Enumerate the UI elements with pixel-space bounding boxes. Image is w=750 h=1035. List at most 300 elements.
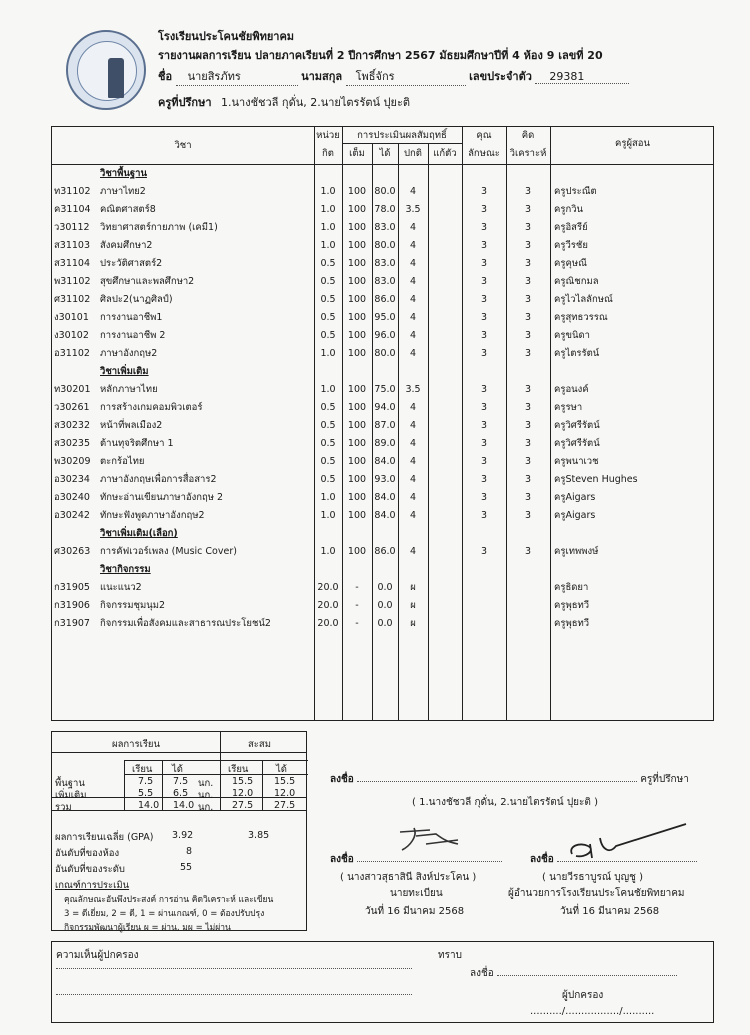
cell-name: การงานอาชีพ1 xyxy=(100,312,163,323)
cell-fix xyxy=(428,237,462,255)
table-row xyxy=(52,471,713,489)
cell-grade: 4 xyxy=(409,474,417,485)
table-row xyxy=(52,327,713,345)
surname-label: นามสกุล xyxy=(301,70,343,83)
cell-grade: 4 xyxy=(409,240,417,251)
cell-teacher: ครูอนงค์ xyxy=(554,384,589,395)
cell-unit: 0.5 xyxy=(320,402,336,413)
cell-fix xyxy=(428,183,462,201)
cell-teacher: ครูไวไลลักษณ์ xyxy=(554,294,613,305)
summary-table xyxy=(51,731,307,931)
cell-fix xyxy=(428,327,462,345)
cell-think: 3 xyxy=(524,222,532,233)
gpa-acc: 3.85 xyxy=(248,830,270,841)
divider xyxy=(124,760,125,810)
cell-got: 84.0 xyxy=(374,492,396,503)
cell-full: 100 xyxy=(347,276,367,287)
table-row xyxy=(52,273,713,291)
cell-unit: 1.0 xyxy=(320,492,336,503)
cell-full: 100 xyxy=(347,546,367,557)
table-row xyxy=(52,489,713,507)
cell-code: อ30240 xyxy=(54,492,90,503)
cell-got: 83.0 xyxy=(374,276,396,287)
cell-code: ศ30263 xyxy=(54,546,91,557)
summary-acc-enrolled: 27.5 xyxy=(232,800,254,811)
criteria-line-1: คุณลักษณะอันพึงประสงค์ การอ่าน คิดวิเคราะห์ และเขียน xyxy=(64,895,274,905)
table-row xyxy=(52,183,713,201)
cell-teacher: ครูคุษณี xyxy=(554,258,587,269)
cell-grade: ผ xyxy=(410,582,416,593)
cell-name: แนะแนว2 xyxy=(100,582,142,593)
cell-got: 86.0 xyxy=(374,546,396,557)
advisor-names: ( 1.นางชัชวลี กุดั่น, 2.นายไตรรัตน์ ปุยะติ ) xyxy=(412,797,598,808)
ack-label: ทราบ xyxy=(438,950,462,961)
report-title: รายงานผลการเรียน ปลายภาคเรียนที่ 2 ปีการศึกษา 2567 มัธยมศึกษาปีที่ 4 ห้อง 9 เลขที่ 20 xyxy=(158,49,603,62)
cell-teacher: ครูกวิน xyxy=(554,204,584,215)
cell-unit: 1.0 xyxy=(320,186,336,197)
section-title: วิชาเพิ่มเติม(เลือก) xyxy=(100,528,178,539)
cell-grade: 4 xyxy=(409,348,417,359)
cell-code: ค31104 xyxy=(54,204,91,215)
cell-teacher: ครูรษา xyxy=(554,402,583,413)
cell-fix xyxy=(428,543,462,561)
table-row xyxy=(52,255,713,273)
cell-unit: 1.0 xyxy=(320,510,336,521)
cell-full: 100 xyxy=(347,492,367,503)
header-unit-2: กิต xyxy=(322,148,334,159)
cell-code: ก31905 xyxy=(54,582,90,593)
section-title: วิชากิจกรรม xyxy=(100,564,151,575)
col-acc-earned: ได้ xyxy=(276,764,287,775)
cell-unit: 1.0 xyxy=(320,204,336,215)
header-got: ได้ xyxy=(379,148,391,159)
rank-level-value: 55 xyxy=(180,862,193,873)
cell-code: ว30112 xyxy=(54,222,90,233)
cell-code: พ30209 xyxy=(54,456,91,467)
cell-got: 83.0 xyxy=(374,222,396,233)
cell-teacher: ครูณิชกมล xyxy=(554,276,599,287)
header-eval: การประเมินผลสัมฤทธิ์ xyxy=(357,130,447,141)
cell-teacher: ครูวิศรีรัตน์ xyxy=(554,438,600,449)
cell-teacher: ครูธิดยา xyxy=(554,582,589,593)
opinion-line-1 xyxy=(56,968,412,969)
cell-name: ภาษาไทย2 xyxy=(100,186,146,197)
cell-char: 3 xyxy=(480,330,488,341)
cell-code: ส31103 xyxy=(54,240,91,251)
table-row xyxy=(52,453,713,471)
summary-result-title: ผลการเรียน xyxy=(112,739,160,750)
cell-fix xyxy=(428,597,462,615)
divider xyxy=(162,760,163,810)
cell-unit: 0.5 xyxy=(320,438,336,449)
cell-fix xyxy=(428,615,462,633)
cell-full: 100 xyxy=(347,474,367,485)
cell-fix xyxy=(428,201,462,219)
table-row xyxy=(52,201,713,219)
cell-char: 3 xyxy=(480,546,488,557)
director-sign-dots xyxy=(557,861,697,862)
cell-name: กิจกรรมชุมนุม2 xyxy=(100,600,166,611)
cell-char: 3 xyxy=(480,348,488,359)
cell-full: 100 xyxy=(347,420,367,431)
cell-got: 80.0 xyxy=(374,186,396,197)
cell-full: 100 xyxy=(347,456,367,467)
cell-grade: 4 xyxy=(409,438,417,449)
divider xyxy=(52,752,306,753)
summary-enrolled: 14.0 xyxy=(138,800,160,811)
registrar-role: นายทะเบียน xyxy=(390,888,443,899)
cell-name: การงานอาชีพ 2 xyxy=(100,330,166,341)
cell-think: 3 xyxy=(524,240,532,251)
table-row xyxy=(52,597,713,615)
cell-unit: 0.5 xyxy=(320,420,336,431)
parent-role: ผู้ปกครอง xyxy=(562,990,604,1001)
criteria-line-3: กิจกรรมพัฒนาผู้เรียน ผ = ผ่าน, มผ = ไม่ผ่าน xyxy=(64,923,231,933)
cell-think: 3 xyxy=(524,312,532,323)
cell-unit: 0.5 xyxy=(320,294,336,305)
cell-char: 3 xyxy=(480,456,488,467)
cell-got: 89.0 xyxy=(374,438,396,449)
header-unit-1: หน่วย xyxy=(316,130,340,141)
cell-teacher: ครูประณีต xyxy=(554,186,597,197)
table-row xyxy=(52,507,713,525)
cell-char xyxy=(462,615,506,633)
cell-think: 3 xyxy=(524,474,532,485)
cell-unit: 1.0 xyxy=(320,546,336,557)
cell-full: 100 xyxy=(347,510,367,521)
cell-grade: 4 xyxy=(409,456,417,467)
cell-full: 100 xyxy=(347,438,367,449)
cell-think: 3 xyxy=(524,546,532,557)
cell-full: 100 xyxy=(347,312,367,323)
summary-acc-enrolled: 15.5 xyxy=(232,776,254,787)
cell-name: ภาษาอังกฤษ2 xyxy=(100,348,158,359)
cell-char: 3 xyxy=(480,510,488,521)
cell-teacher: ครูเทพพงษ์ xyxy=(554,546,599,557)
director-name: ( นายวีรธาบูรณ์ บุญชู ) xyxy=(542,872,644,883)
cell-name: ตะกร้อไทย xyxy=(100,456,145,467)
cell-char: 3 xyxy=(480,276,488,287)
cell-code: ท30201 xyxy=(54,384,91,395)
summary-row-label: เพิ่มเติม xyxy=(55,790,87,801)
cell-code: ศ31102 xyxy=(54,294,91,305)
cell-fix xyxy=(428,435,462,453)
section-heading xyxy=(52,363,713,381)
cell-fix xyxy=(428,417,462,435)
cell-think xyxy=(506,615,550,633)
cell-unit: 0.5 xyxy=(320,258,336,269)
cell-think: 3 xyxy=(524,186,532,197)
section-heading xyxy=(52,525,713,543)
parent-sign-label: ลงชื่อ xyxy=(470,968,494,979)
cell-full: - xyxy=(355,600,359,611)
col-earned: ได้ xyxy=(172,764,183,775)
advisor-sign-label: ลงชื่อ xyxy=(330,774,354,785)
cell-unit: 0.5 xyxy=(320,474,336,485)
cell-code: พ31102 xyxy=(54,276,91,287)
cell-name: ทักษะอ่านเขียนภาษาอังกฤษ 2 xyxy=(100,492,224,503)
cell-char: 3 xyxy=(480,204,488,215)
cell-grade: 4 xyxy=(409,222,417,233)
cell-think: 3 xyxy=(524,348,532,359)
registrar-sign-line xyxy=(330,852,502,867)
cell-got: 78.0 xyxy=(374,204,396,215)
summary-row-label: รวม xyxy=(55,802,72,813)
table-row xyxy=(52,399,713,417)
cell-code: อ31102 xyxy=(54,348,90,359)
cell-char xyxy=(462,579,506,597)
col-acc-enrolled: เรียน xyxy=(228,764,249,775)
cell-full: - xyxy=(355,618,359,629)
rank-level-label: อันดับที่ของระดับ xyxy=(55,864,125,875)
cell-full: 100 xyxy=(347,240,367,251)
table-row xyxy=(52,579,713,597)
gpa-label: ผลการเรียนเฉลี่ย (GPA) xyxy=(55,832,154,843)
cell-full: 100 xyxy=(347,294,367,305)
cell-grade: 3.5 xyxy=(405,204,421,215)
cell-think: 3 xyxy=(524,510,532,521)
parent-sign-dots xyxy=(497,975,677,976)
cell-char: 3 xyxy=(480,312,488,323)
table-row xyxy=(52,615,713,633)
cell-grade: 4 xyxy=(409,492,417,503)
opinion-line-2 xyxy=(56,994,412,995)
cell-grade: 4 xyxy=(409,510,417,521)
cell-code: อ30234 xyxy=(54,474,90,485)
cell-unit: 0.5 xyxy=(320,312,336,323)
cell-got: 95.0 xyxy=(374,312,396,323)
cell-think: 3 xyxy=(524,330,532,341)
cell-teacher: ครูSteven Hughes xyxy=(554,474,638,485)
cell-code: ก31906 xyxy=(54,600,90,611)
cell-code: อ30242 xyxy=(54,510,90,521)
cell-fix xyxy=(428,219,462,237)
summary-total-title: สะสม xyxy=(248,739,271,750)
cell-grade: ผ xyxy=(410,600,416,611)
cell-code: ง30102 xyxy=(54,330,89,341)
cell-full: 100 xyxy=(347,330,367,341)
cell-full: 100 xyxy=(347,348,367,359)
cell-char: 3 xyxy=(480,438,488,449)
cell-unit: 20.0 xyxy=(317,600,339,611)
registrar-sign-label: ลงชื่อ xyxy=(330,854,354,865)
summary-unit: นก. xyxy=(198,790,214,801)
summary-acc-earned: 12.0 xyxy=(274,788,296,799)
cell-fix xyxy=(428,291,462,309)
gpa-value: 3.92 xyxy=(172,830,194,841)
cell-name: ต้านทุจริตศึกษา 1 xyxy=(100,438,174,449)
cell-got: 84.0 xyxy=(374,456,396,467)
cell-think: 3 xyxy=(524,420,532,431)
table-row xyxy=(52,435,713,453)
parent-date: ........../................./.......... xyxy=(530,1006,655,1017)
logo-emblem xyxy=(108,58,124,98)
summary-acc-earned: 27.5 xyxy=(274,800,296,811)
cell-fix xyxy=(428,381,462,399)
cell-think: 3 xyxy=(524,456,532,467)
cell-grade: 4 xyxy=(409,420,417,431)
cell-char: 3 xyxy=(480,402,488,413)
id-label: เลขประจำตัว xyxy=(469,70,532,83)
header-subject: วิชา xyxy=(174,140,192,151)
cell-name: สุขศึกษาและพลศึกษา2 xyxy=(100,276,195,287)
cell-name: สังคมศึกษา2 xyxy=(100,240,153,251)
cell-grade: 4 xyxy=(409,546,417,557)
cell-teacher: ครูวีรชัย xyxy=(554,240,588,251)
cell-code: ส30235 xyxy=(54,438,91,449)
cell-name: ภาษาอังกฤษเพื่อการสื่อสาร2 xyxy=(100,474,217,485)
cell-got: 83.0 xyxy=(374,258,396,269)
registrar-signature xyxy=(396,822,466,854)
divider xyxy=(220,732,221,810)
cell-name: วิทยาศาสตร์กายภาพ (เคมี1) xyxy=(100,222,218,233)
cell-unit: 0.5 xyxy=(320,456,336,467)
cell-code: ก31907 xyxy=(54,618,90,629)
divider xyxy=(262,760,263,810)
cell-think: 3 xyxy=(524,204,532,215)
cell-name: คณิตศาสตร์8 xyxy=(100,204,156,215)
divider xyxy=(342,143,462,144)
cell-unit: 1.0 xyxy=(320,240,336,251)
summary-unit: นก. xyxy=(198,802,214,813)
cell-teacher: ครูพุธทวี xyxy=(554,618,590,629)
cell-unit: 20.0 xyxy=(317,618,339,629)
cell-char: 3 xyxy=(480,186,488,197)
cell-fix xyxy=(428,309,462,327)
criteria-title: เกณฑ์การประเมิน xyxy=(55,880,130,891)
cell-code: ว30261 xyxy=(54,402,90,413)
cell-fix xyxy=(428,489,462,507)
cell-grade: 4 xyxy=(409,276,417,287)
cell-full: 100 xyxy=(347,222,367,233)
cell-teacher: ครูAigars xyxy=(554,510,596,521)
cell-grade: 3.5 xyxy=(405,384,421,395)
advisor-sign-line xyxy=(330,772,689,787)
summary-acc-earned: 15.5 xyxy=(274,776,296,787)
header-full: เต็ม xyxy=(349,148,365,159)
id-value: 29381 xyxy=(535,70,629,84)
surname-value: โพธิ์จักร xyxy=(346,67,466,86)
cell-char: 3 xyxy=(480,294,488,305)
table-row xyxy=(52,543,713,561)
advisor-line xyxy=(158,93,410,111)
name-value: นายสิรภัทร xyxy=(176,67,298,86)
cell-think xyxy=(506,579,550,597)
header-teacher: ครูผู้สอน xyxy=(614,138,651,149)
cell-full: 100 xyxy=(347,402,367,413)
advisor-sign-role: ครูที่ปรึกษา xyxy=(640,774,689,785)
section-heading xyxy=(52,165,713,183)
cell-name: ศิลปะ2(นาฏศิลป์) xyxy=(100,294,173,305)
cell-got: 80.0 xyxy=(374,348,396,359)
cell-full: 100 xyxy=(347,384,367,395)
cell-code: ส31104 xyxy=(54,258,91,269)
cell-fix xyxy=(428,579,462,597)
cell-char: 3 xyxy=(480,258,488,269)
cell-got: 80.0 xyxy=(374,240,396,251)
registrar-name: ( นางสาวสุธาสินี สิงห์ประโคน ) xyxy=(340,872,477,883)
cell-name: การสร้างเกมคอมพิวเตอร์ xyxy=(100,402,203,413)
table-row xyxy=(52,219,713,237)
cell-fix xyxy=(428,453,462,471)
cell-full: 100 xyxy=(347,186,367,197)
section-title: วิชาพื้นฐาน xyxy=(100,168,147,179)
cell-name: กิจกรรมเพื่อสังคมและสาธารณประโยชน์2 xyxy=(100,618,271,629)
cell-think: 3 xyxy=(524,438,532,449)
summary-enrolled: 5.5 xyxy=(138,788,154,799)
summary-row-label: พื้นฐาน xyxy=(55,778,85,789)
cell-got: 75.0 xyxy=(374,384,396,395)
cell-code: ง30101 xyxy=(54,312,89,323)
cell-think: 3 xyxy=(524,402,532,413)
cell-fix xyxy=(428,255,462,273)
cell-unit: 1.0 xyxy=(320,348,336,359)
student-line xyxy=(158,67,629,86)
logo-ring xyxy=(77,41,137,101)
grades-table xyxy=(51,126,714,721)
advisor-value: 1.นางชัชวลี กุดั่น, 2.นายไตรรัตน์ ปุยะติ xyxy=(221,96,410,109)
divider xyxy=(124,760,308,761)
cell-char: 3 xyxy=(480,420,488,431)
header-think-1: คิด xyxy=(521,130,535,141)
section-title: วิชาเพิ่มเติม xyxy=(100,366,149,377)
cell-unit: 20.0 xyxy=(317,582,339,593)
summary-unit: นก. xyxy=(198,778,214,789)
section-heading xyxy=(52,561,713,579)
cell-fix xyxy=(428,345,462,363)
parent-opinion-box xyxy=(51,941,714,1023)
cell-name: หลักภาษาไทย xyxy=(100,384,158,395)
name-label: ชื่อ xyxy=(158,70,173,83)
header-normal: ปกติ xyxy=(404,148,422,159)
cell-name: ประวัติศาสตร์2 xyxy=(100,258,163,269)
col-enrolled: เรียน xyxy=(132,764,153,775)
cell-grade: 4 xyxy=(409,294,417,305)
cell-char: 3 xyxy=(480,384,488,395)
registrar-date: วันที่ 16 มีนาคม 2568 xyxy=(365,906,465,917)
cell-name: ทักษะฟังพูดภาษาอังกฤษ2 xyxy=(100,510,205,521)
cell-char: 3 xyxy=(480,474,488,485)
cell-fix xyxy=(428,471,462,489)
director-sign-label: ลงชื่อ xyxy=(530,854,554,865)
header-char-2: ลักษณะ xyxy=(468,148,500,159)
cell-unit: 1.0 xyxy=(320,384,336,395)
cell-think: 3 xyxy=(524,258,532,269)
cell-got: 87.0 xyxy=(374,420,396,431)
summary-earned: 6.5 xyxy=(173,788,189,799)
cell-name: การคัฟเวอร์เพลง (Music Cover) xyxy=(100,546,237,557)
cell-teacher: ครูสุทธวรรณ xyxy=(554,312,608,323)
cell-think xyxy=(506,597,550,615)
cell-fix xyxy=(428,273,462,291)
registrar-sign-dots xyxy=(357,861,502,862)
header-char-1: คุณ xyxy=(476,130,492,141)
summary-earned: 14.0 xyxy=(173,800,195,811)
cell-think: 3 xyxy=(524,384,532,395)
cell-teacher: ครูพุธทวี xyxy=(554,600,590,611)
table-row xyxy=(52,381,713,399)
cell-got: 86.0 xyxy=(374,294,396,305)
cell-char xyxy=(462,597,506,615)
cell-unit: 0.5 xyxy=(320,276,336,287)
cell-grade: 4 xyxy=(409,330,417,341)
cell-teacher: ครูวิศรีรัตน์ xyxy=(554,420,600,431)
cell-fix xyxy=(428,399,462,417)
cell-got: 94.0 xyxy=(374,402,396,413)
summary-enrolled: 7.5 xyxy=(138,776,154,787)
cell-full: - xyxy=(355,582,359,593)
advisor-sign-dots xyxy=(357,781,637,782)
